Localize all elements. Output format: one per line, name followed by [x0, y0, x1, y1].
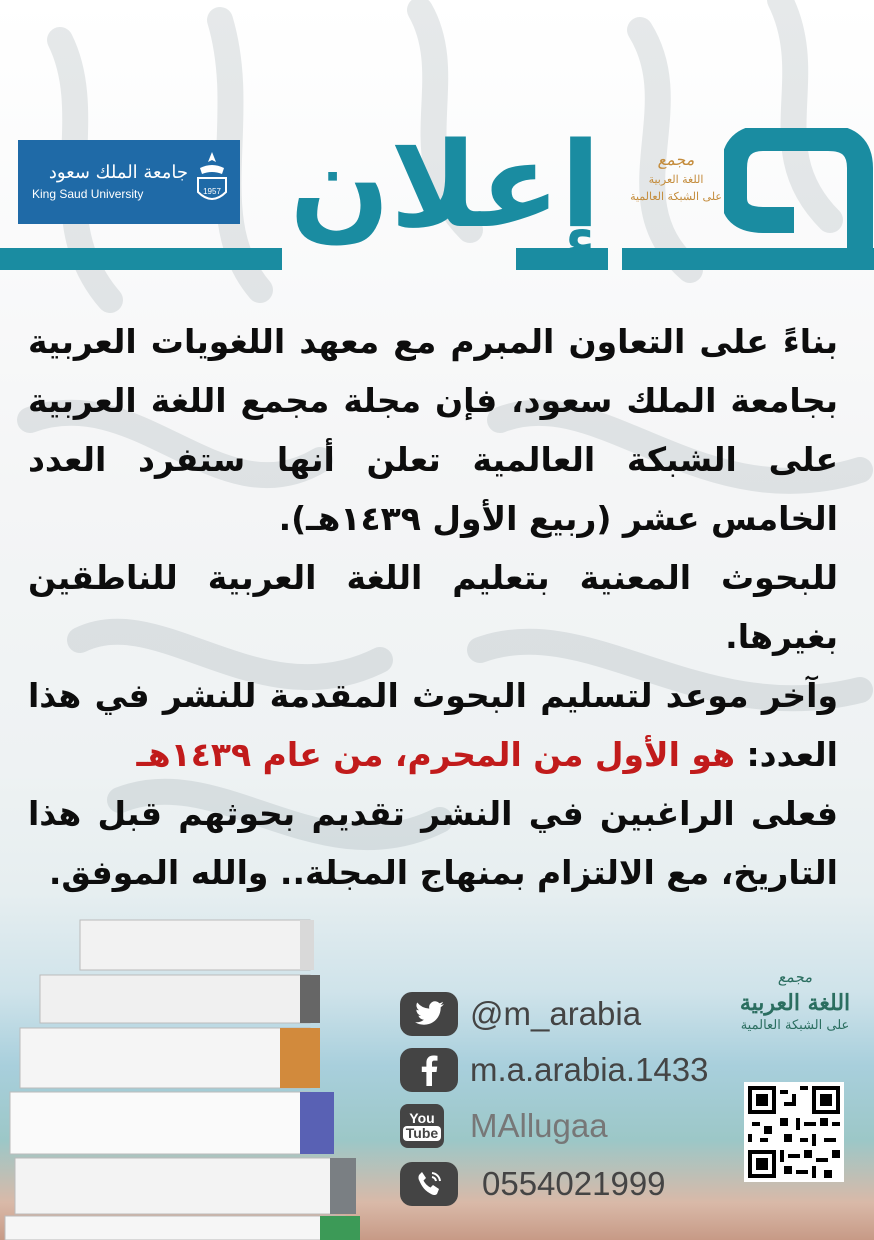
majma-logo-small: مجمع اللغة العربية على الشبكة العالمية — [630, 150, 722, 203]
twitter-icon — [400, 992, 458, 1036]
svg-text:1957: 1957 — [203, 187, 221, 196]
contact-phone[interactable] — [400, 1160, 666, 1208]
contact-twitter[interactable] — [400, 990, 641, 1038]
youtube-channel: MAllugaa — [470, 1107, 608, 1144]
paragraph-topic: للبحوث المعنية بتعليم اللغة العربية للناطقين بغيرها. — [28, 558, 838, 656]
decorative-glyph-icon — [724, 128, 874, 268]
facebook-page: m.a.arabia.1433 — [470, 1051, 709, 1088]
youtube-icon: You Tube — [400, 1104, 444, 1148]
university-logo — [18, 140, 240, 224]
announcement-body — [28, 312, 838, 902]
qr-code-icon — [748, 1086, 840, 1178]
deadline-label: وآخر موعد لتسليم البحوث المقدمة للنشر في هذا العدد: — [28, 676, 838, 774]
university-name-english: King Saud University — [32, 187, 144, 201]
phone-icon — [400, 1162, 458, 1206]
contact-facebook[interactable] — [400, 1046, 709, 1094]
paragraph-closing: فعلى الراغبين في النشر تقديم بحوثهم قبل هذا التاريخ، مع الالتزام بمنهاج المجلة.. والله الموفق. — [28, 794, 838, 892]
books-stack-illustration — [0, 900, 380, 1240]
phone-number: 0554021999 — [482, 1165, 666, 1202]
deadline-date: هو الأول من المحرم، من عام ١٤٣٩هـ — [136, 735, 735, 774]
facebook-icon — [400, 1048, 458, 1092]
page-title: إعلان — [289, 116, 601, 254]
university-name-arabic: جامعة الملك سعود — [48, 162, 188, 183]
paragraph-deadline — [28, 666, 838, 784]
qr-code[interactable] — [744, 1082, 844, 1182]
title-block — [280, 110, 610, 310]
university-seal-icon — [192, 148, 232, 212]
contact-youtube[interactable] — [400, 1102, 608, 1150]
twitter-handle: @m_arabia — [470, 995, 642, 1032]
paragraph-intro: بناءً على التعاون المبرم مع معهد اللغويات العربية بجامعة الملك سعود، فإن مجلة مجمع اللغة العربية على الشبكة العالمية تعلن أنها ستفرد العدد الخامس عشر (ربيع الأول ١٤٣٩هـ). — [28, 322, 838, 538]
majma-logo-large: مجمع اللغة العربية على الشبكة العالمية — [739, 968, 851, 1033]
